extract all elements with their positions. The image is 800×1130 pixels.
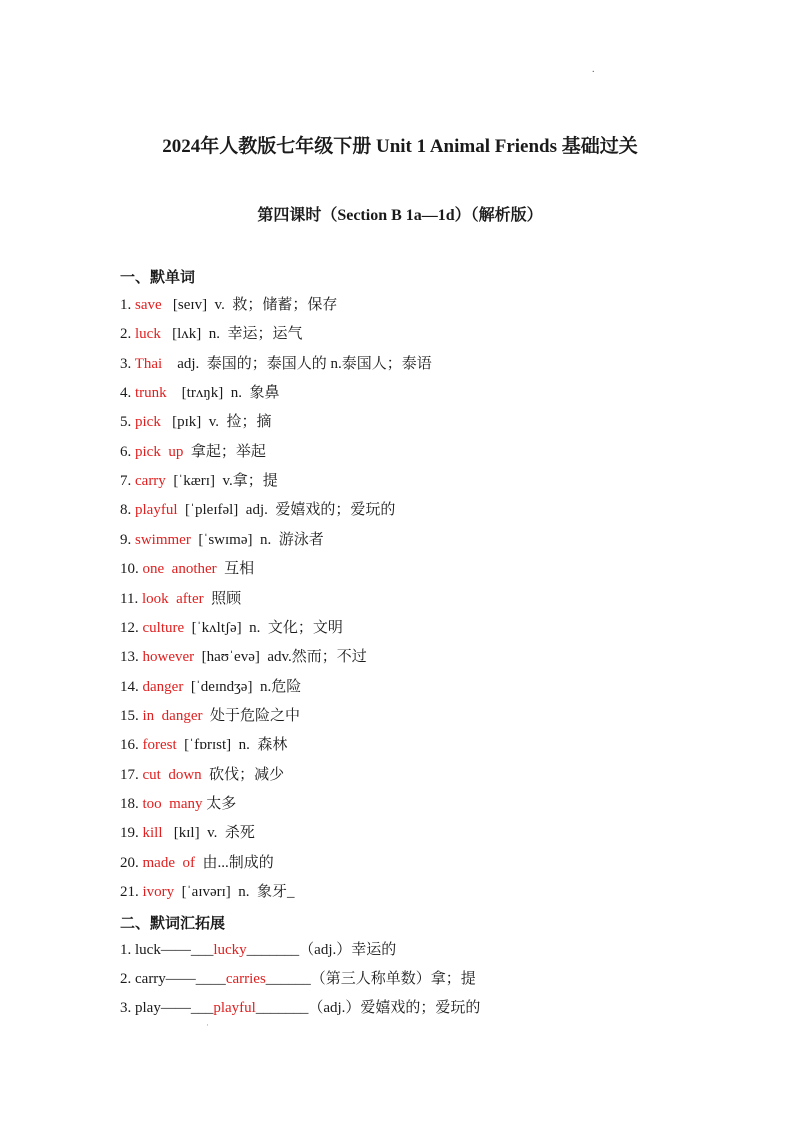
vocab-item [120, 618, 343, 638]
vocab-item [120, 354, 432, 374]
vocab-item [120, 442, 266, 462]
item-number: 10. [120, 561, 139, 577]
vocab-definition: [ˈkʌltʃə] n. 文化；文明 [184, 620, 343, 636]
word-form-note: ______（第三人称单数）拿；提 [265, 971, 476, 987]
vocab-item [120, 471, 278, 491]
vocab-item [120, 559, 254, 579]
item-number: 17. [120, 767, 139, 783]
word-form-note: _______（adj.）幸运的 [246, 942, 397, 958]
vocab-definition: [haʊˈevə] adv.然而；不过 [194, 649, 367, 665]
vocab-definition: 处于危险之中 [202, 708, 300, 724]
item-number: 16. [120, 737, 139, 753]
vocab-word: in danger [142, 708, 203, 724]
vocab-word: playful [135, 502, 178, 518]
vocab-definition: 太多 [202, 796, 237, 812]
item-number: 3. [120, 1000, 132, 1016]
vocab-word: cut down [142, 767, 202, 783]
word-form-item [120, 998, 480, 1018]
section-heading-word-forms: 二、默词汇拓展 [120, 916, 226, 932]
vocab-definition: [lʌk] n. 幸运；运气 [160, 326, 303, 342]
item-number: 19. [120, 825, 139, 841]
vocab-item [120, 706, 300, 726]
vocab-definition: [ˈswɪmə] n. 游泳者 [190, 532, 324, 548]
base-word: carry——____ [135, 971, 226, 987]
item-number: 4. [120, 385, 132, 401]
vocab-definition: 由...制成的 [194, 855, 274, 871]
vocab-word: carry [135, 473, 166, 489]
vocab-item [120, 765, 284, 785]
vocab-definition: [ˈaɪvərɪ] n. 象牙_ [174, 884, 295, 900]
word-form-item [120, 940, 396, 960]
vocab-definition: 互相 [216, 561, 255, 577]
vocab-word: luck [135, 326, 161, 342]
item-number: 12. [120, 620, 139, 636]
vocab-item [120, 589, 241, 609]
page-mark-top: . [592, 64, 595, 75]
vocab-definition: [seɪv] v. 救；储蓄；保存 [161, 297, 338, 313]
vocab-definition: adj. 泰国的；泰国人的 n.泰国人；泰语 [162, 356, 432, 372]
item-number: 1. [120, 297, 132, 313]
vocab-word: Thai [134, 356, 163, 372]
item-number: 3. [120, 356, 132, 372]
item-number: 18. [120, 796, 139, 812]
vocab-word: made of [142, 855, 195, 871]
vocab-item [120, 794, 236, 814]
vocab-word: save [135, 297, 162, 313]
vocab-item [120, 882, 295, 902]
vocab-word: danger [142, 679, 184, 695]
vocab-word: kill [142, 825, 163, 841]
vocab-item [120, 647, 367, 667]
vocab-item [120, 500, 395, 520]
answer-word: lucky [213, 942, 247, 958]
vocab-definition: [pɪk] v. 捡；摘 [160, 414, 272, 430]
item-number: 6. [120, 444, 132, 460]
section-heading-vocabulary: 一、默单词 [120, 270, 196, 286]
vocab-item [120, 383, 280, 403]
vocab-word: look after [141, 591, 204, 607]
item-number: 2. [120, 971, 132, 987]
vocab-item [120, 295, 337, 315]
vocab-item [120, 324, 303, 344]
vocab-definition: 拿起；举起 [183, 444, 266, 460]
vocab-definition: 砍伐；减少 [201, 767, 285, 783]
item-number: 1. [120, 942, 132, 958]
page-subtitle: 第四课时（Section B 1a—1d）（解析版） [257, 207, 543, 224]
vocab-word: trunk [135, 385, 167, 401]
item-number: 9. [120, 532, 132, 548]
base-word: luck——___ [135, 942, 214, 958]
item-number: 13. [120, 649, 139, 665]
vocab-item [120, 677, 301, 697]
item-number: 7. [120, 473, 132, 489]
item-number: 15. [120, 708, 139, 724]
vocab-word: too many [142, 796, 203, 812]
vocab-word: swimmer [135, 532, 191, 548]
vocab-item [120, 853, 274, 873]
vocab-item [120, 823, 255, 843]
vocab-item [120, 412, 272, 432]
item-number: 20. [120, 855, 139, 871]
word-form-note: _______（adj.）爱嬉戏的；爱玩的 [255, 1000, 481, 1016]
vocab-word: one another [142, 561, 217, 577]
item-number: 14. [120, 679, 139, 695]
page-mark-bottom: · [206, 1020, 209, 1030]
page-title: 2024年人教版七年级下册 Unit 1 Animal Friends 基础过关 [162, 136, 638, 157]
vocab-definition: [ˈdeɪndʒə] n.危险 [183, 679, 302, 695]
item-number: 21. [120, 884, 139, 900]
item-number: 8. [120, 502, 132, 518]
vocab-word: pick [135, 414, 161, 430]
vocab-definition: [trʌŋk] n. 象鼻 [166, 385, 280, 401]
item-number: 11. [120, 591, 139, 607]
answer-word: carries [225, 971, 266, 987]
answer-word: playful [213, 1000, 256, 1016]
item-number: 5. [120, 414, 132, 430]
vocab-word: ivory [142, 884, 175, 900]
base-word: play——___ [135, 1000, 214, 1016]
word-form-item [120, 969, 476, 989]
vocab-definition: 照顾 [203, 591, 242, 607]
vocab-definition: [ˈkærɪ] v.拿；提 [165, 473, 278, 489]
vocab-definition: [ˈfɒrɪst] n. 森林 [176, 737, 288, 753]
vocab-definition: [kɪl] v. 杀死 [162, 825, 255, 841]
vocab-word: pick up [135, 444, 184, 460]
vocab-word: however [142, 649, 195, 665]
item-number: 2. [120, 326, 132, 342]
vocab-word: forest [142, 737, 177, 753]
vocab-item [120, 735, 287, 755]
vocab-item [120, 530, 324, 550]
vocab-word: culture [142, 620, 185, 636]
vocab-definition: [ˈpleɪfəl] adj. 爱嬉戏的；爱玩的 [177, 502, 396, 518]
